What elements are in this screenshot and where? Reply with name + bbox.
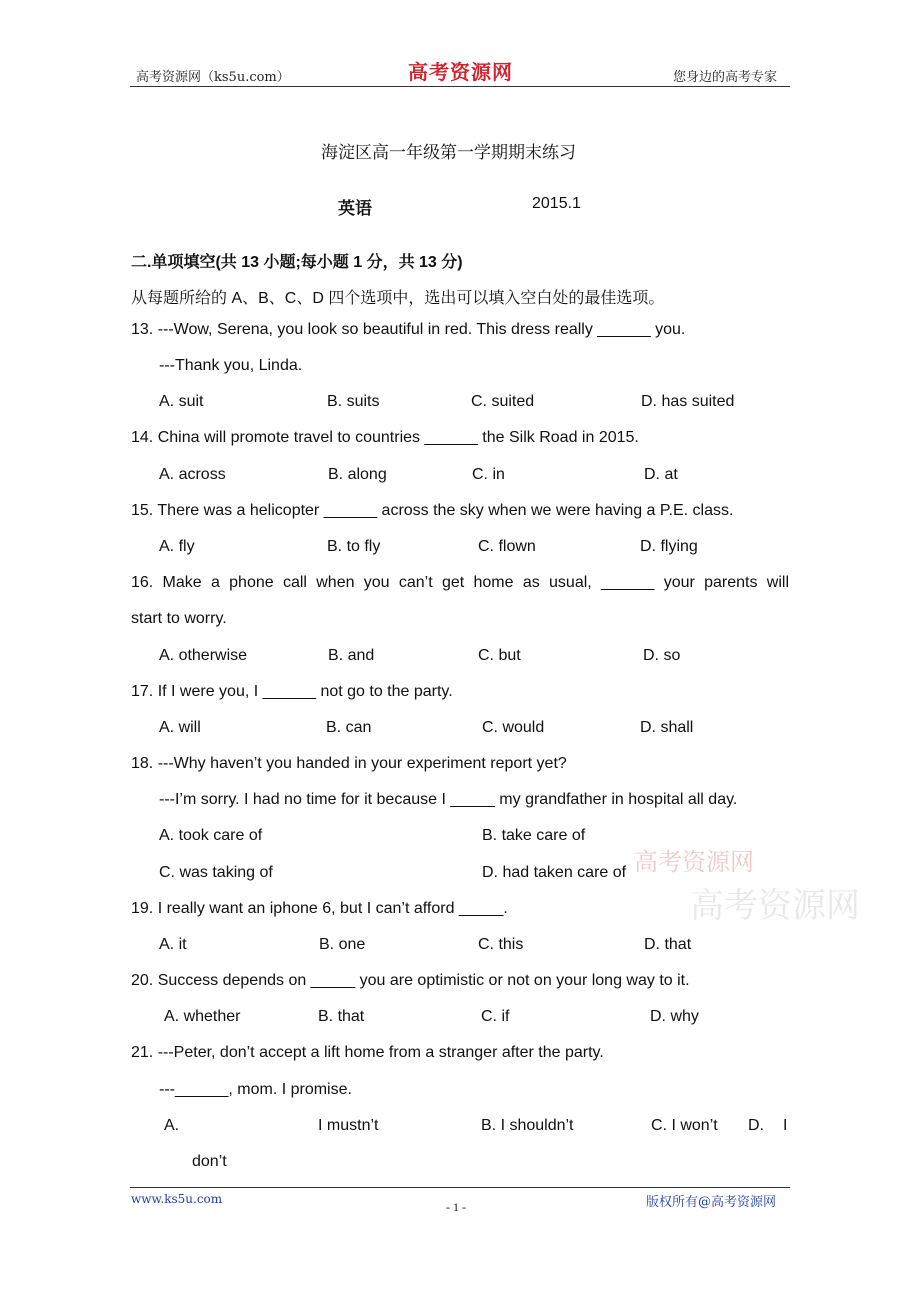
option-c: C. this [478, 936, 524, 953]
option-d-text: I [783, 1117, 788, 1134]
option-d: D. shall [640, 719, 694, 736]
question-14: 14. China will promote travel to countries ______ the Silk Road in 2015. [131, 429, 639, 446]
footer-link[interactable]: www.ks5u.com [131, 1192, 223, 1206]
question-16-cont: start to worry. [131, 610, 227, 627]
option-d: D. why [650, 1008, 699, 1025]
option-d: D. had taken care of [482, 864, 627, 881]
option-c: C. but [478, 647, 521, 664]
question-16: 16. Make a phone call when you can’t get home as usual, ______ your parents will [131, 574, 789, 591]
option-d: D. so [643, 647, 681, 664]
option-a: A. across [159, 466, 226, 483]
section-heading: 二.单项填空(共 13 小题;每小题 1 分，共 13 分) [131, 254, 463, 271]
option-a: A. whether [164, 1008, 241, 1025]
option-c: C. was taking of [159, 864, 273, 881]
question-20: 20. Success depends on _____ you are optimistic or not on your long way to it. [131, 972, 690, 989]
question-19: 19. I really want an iphone 6, but I can’t afford _____. [131, 900, 508, 917]
option-b: B. one [319, 936, 366, 953]
option-d: D. at [644, 466, 678, 483]
watermark-logo: 高考资源网 [634, 848, 754, 876]
header-rule [130, 86, 790, 87]
option-b: B. that [318, 1008, 365, 1025]
question-21: 21. ---Peter, don’t accept a lift home from a stranger after the party. [131, 1044, 604, 1061]
option-a: A. [164, 1117, 180, 1134]
option-a: A. it [159, 936, 187, 953]
question-18: 18. ---Why haven’t you handed in your experiment report yet? [131, 755, 567, 772]
option-b: B. can [326, 719, 372, 736]
option-b: B. take care of [482, 827, 586, 844]
option-a-text: I mustn’t [318, 1117, 379, 1134]
page-title: 海淀区高一年级第一学期期末练习 [321, 143, 576, 163]
option-a: A. took care of [159, 827, 263, 844]
question-15: 15. There was a helicopter ______ across the sky when we were having a P.E. class. [131, 502, 734, 519]
header-site-name: 高考资源网（ks5u.com） [136, 70, 290, 85]
question-13-reply: ---Thank you, Linda. [159, 357, 303, 374]
footer-rule [130, 1187, 790, 1188]
watermark-text: 高考资源网 [690, 886, 860, 926]
question-17: 17. If I were you, I ______ not go to the party. [131, 683, 453, 700]
option-d-text-cont: don’t [192, 1153, 227, 1170]
option-c: C. suited [471, 393, 535, 410]
question-18-reply: ---I’m sorry. I had no time for it because I _____ my grandfather in hospital all day. [159, 791, 738, 808]
section-instruction: 从每题所给的 A、B、C、D 四个选项中，选出可以填入空白处的最佳选项。 [131, 290, 665, 307]
header-slogan: 您身边的高考专家 [673, 70, 778, 85]
option-c: C. I won’t [651, 1117, 718, 1134]
question-21-reply: ---______, mom. I promise. [159, 1081, 352, 1098]
option-d: D. flying [640, 538, 698, 555]
exam-date: 2015.1 [532, 195, 581, 212]
subject: 英语 [338, 199, 372, 219]
option-c: C. would [482, 719, 545, 736]
option-a: A. will [159, 719, 201, 736]
option-a: A. otherwise [159, 647, 248, 664]
option-b: B. I shouldn’t [481, 1117, 574, 1134]
option-b: B. and [328, 647, 375, 664]
header-logo: 高考资源网 [408, 60, 513, 84]
option-c: C. if [481, 1008, 510, 1025]
option-a: A. fly [159, 538, 195, 555]
option-d: D. has suited [641, 393, 735, 410]
option-c: C. flown [478, 538, 536, 555]
footer-copyright: 版权所有@高考资源网 [646, 1195, 777, 1210]
option-d: D. [748, 1117, 764, 1134]
option-d: D. that [644, 936, 692, 953]
option-b: B. suits [327, 393, 380, 410]
option-c: C. in [472, 466, 505, 483]
option-b: B. to fly [327, 538, 381, 555]
page-number: - 1 - [446, 1200, 466, 1214]
question-13: 13. ---Wow, Serena, you look so beautiful in red. This dress really ______ you. [131, 321, 686, 338]
option-a: A. suit [159, 393, 204, 410]
option-b: B. along [328, 466, 387, 483]
